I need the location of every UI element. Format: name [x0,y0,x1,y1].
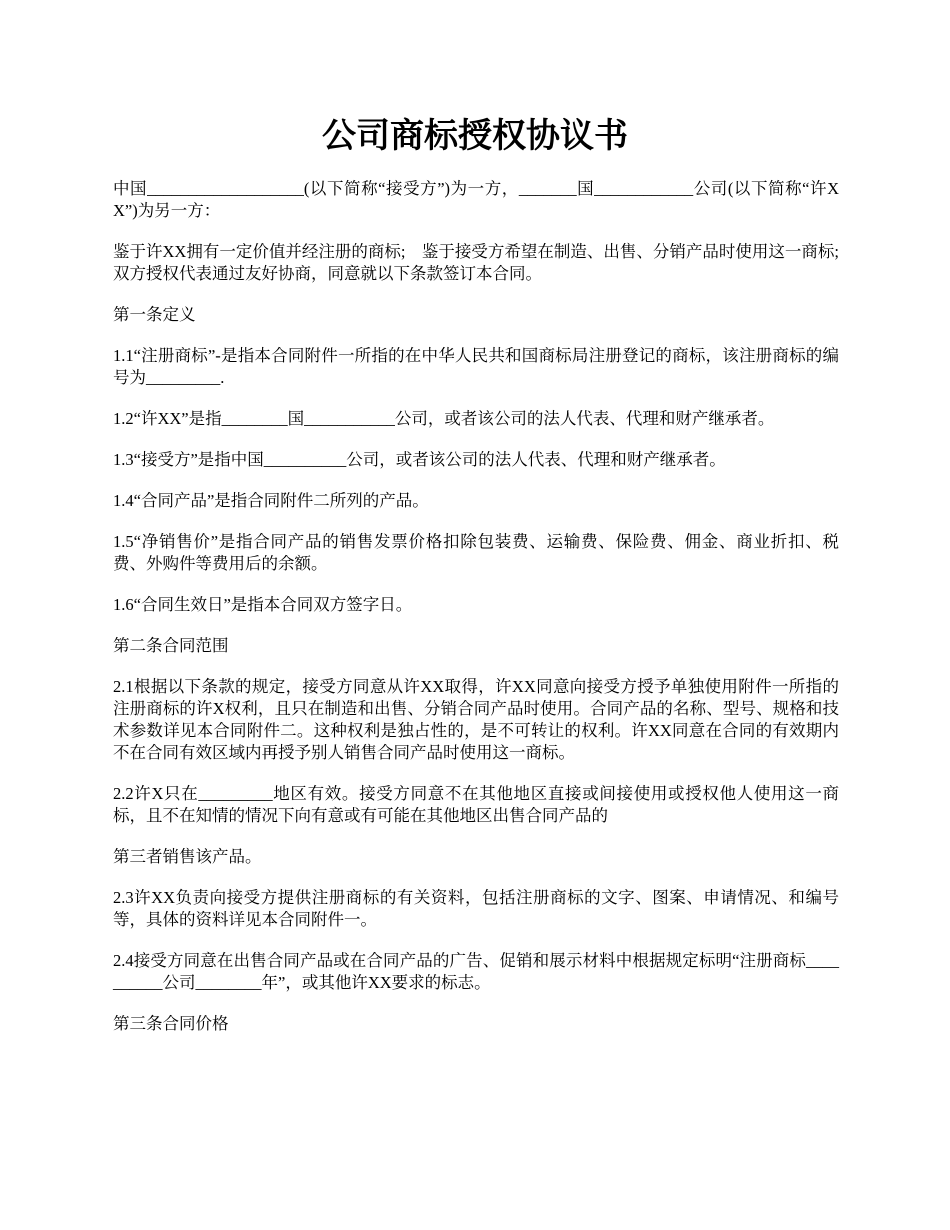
preamble-recitals: 鉴于许XX拥有一定价值并经注册的商标; 鉴于接受方希望在制造、出售、分销产品时使用这一商标;双方授权代表通过友好协商，同意就以下条款签订本合同。 [113,242,839,283]
document-title: 公司商标授权协议书 [322,116,628,156]
clause-1-1: 1.1“注册商标”-是指本合同附件一所指的在中华人民共和国商标局注册登记的商标，该注册商标的编号为_________. [113,346,839,387]
clause-1-4: 1.4“合同产品”是指合同附件二所列的产品。 [113,491,429,510]
clause-2-2: 2.2许X只在_________地区有效。接受方同意不在其他地区直接或间接使用或授权他人使用这一商标，且不在知情的情况下向有意或有可能在其他地区出售合同产品的 [113,784,839,825]
clause-2-2-continued: 第三者销售该产品。 [113,847,262,866]
clause-2-3: 2.3许XX负责向接受方提供注册商标的有关资料，包括注册商标的文字、图案、申请情况、和编号等，具体的资料详见本合同附件一。 [113,888,839,929]
article-3-heading: 第三条合同价格 [113,1014,229,1033]
document-body [113,178,839,1054]
preamble-parties: 中国___________________(以下简称“接受方”)为一方，_______国____________公司(以下简称“许XX”)为另一方： [113,179,839,220]
clause-2-1: 2.1根据以下条款的规定，接受方同意从许XX取得，许XX同意向接受方授予单独使用附件一所指的注册商标的许X权利，且只在制造和出售、分销合同产品时使用。合同产品的名称、型号、规格和技术参数详见本合同附件二。这种权利是独占性的，是不可转让的权利。许XX同意在合同的有效期内不在合同有效区域内再授予别人销售合同产品时使用这一商标。 [113,677,839,762]
clause-1-3: 1.3“接受方”是指中国__________公司，或者该公司的法人代表、代理和财产继承者。 [113,450,726,469]
clause-1-6: 1.6“合同生效日”是指本合同双方签字日。 [113,595,413,614]
clause-2-4: 2.4接受方同意在出售合同产品或在合同产品的广告、促销和展示材料中根据规定标明“注册商标__________公司________年”，或其他许XX要求的标志。 [113,951,839,992]
article-1-heading: 第一条定义 [113,305,196,324]
article-2-heading: 第二条合同范围 [113,636,229,655]
clause-1-5: 1.5“净销售价”是指合同产品的销售发票价格扣除包装费、运输费、保险费、佣金、商业折扣、税费、外购件等费用后的余额。 [113,532,839,573]
clause-1-2: 1.2“许XX”是指________国___________公司，或者该公司的法人代表、代理和财产继承者。 [113,409,775,428]
